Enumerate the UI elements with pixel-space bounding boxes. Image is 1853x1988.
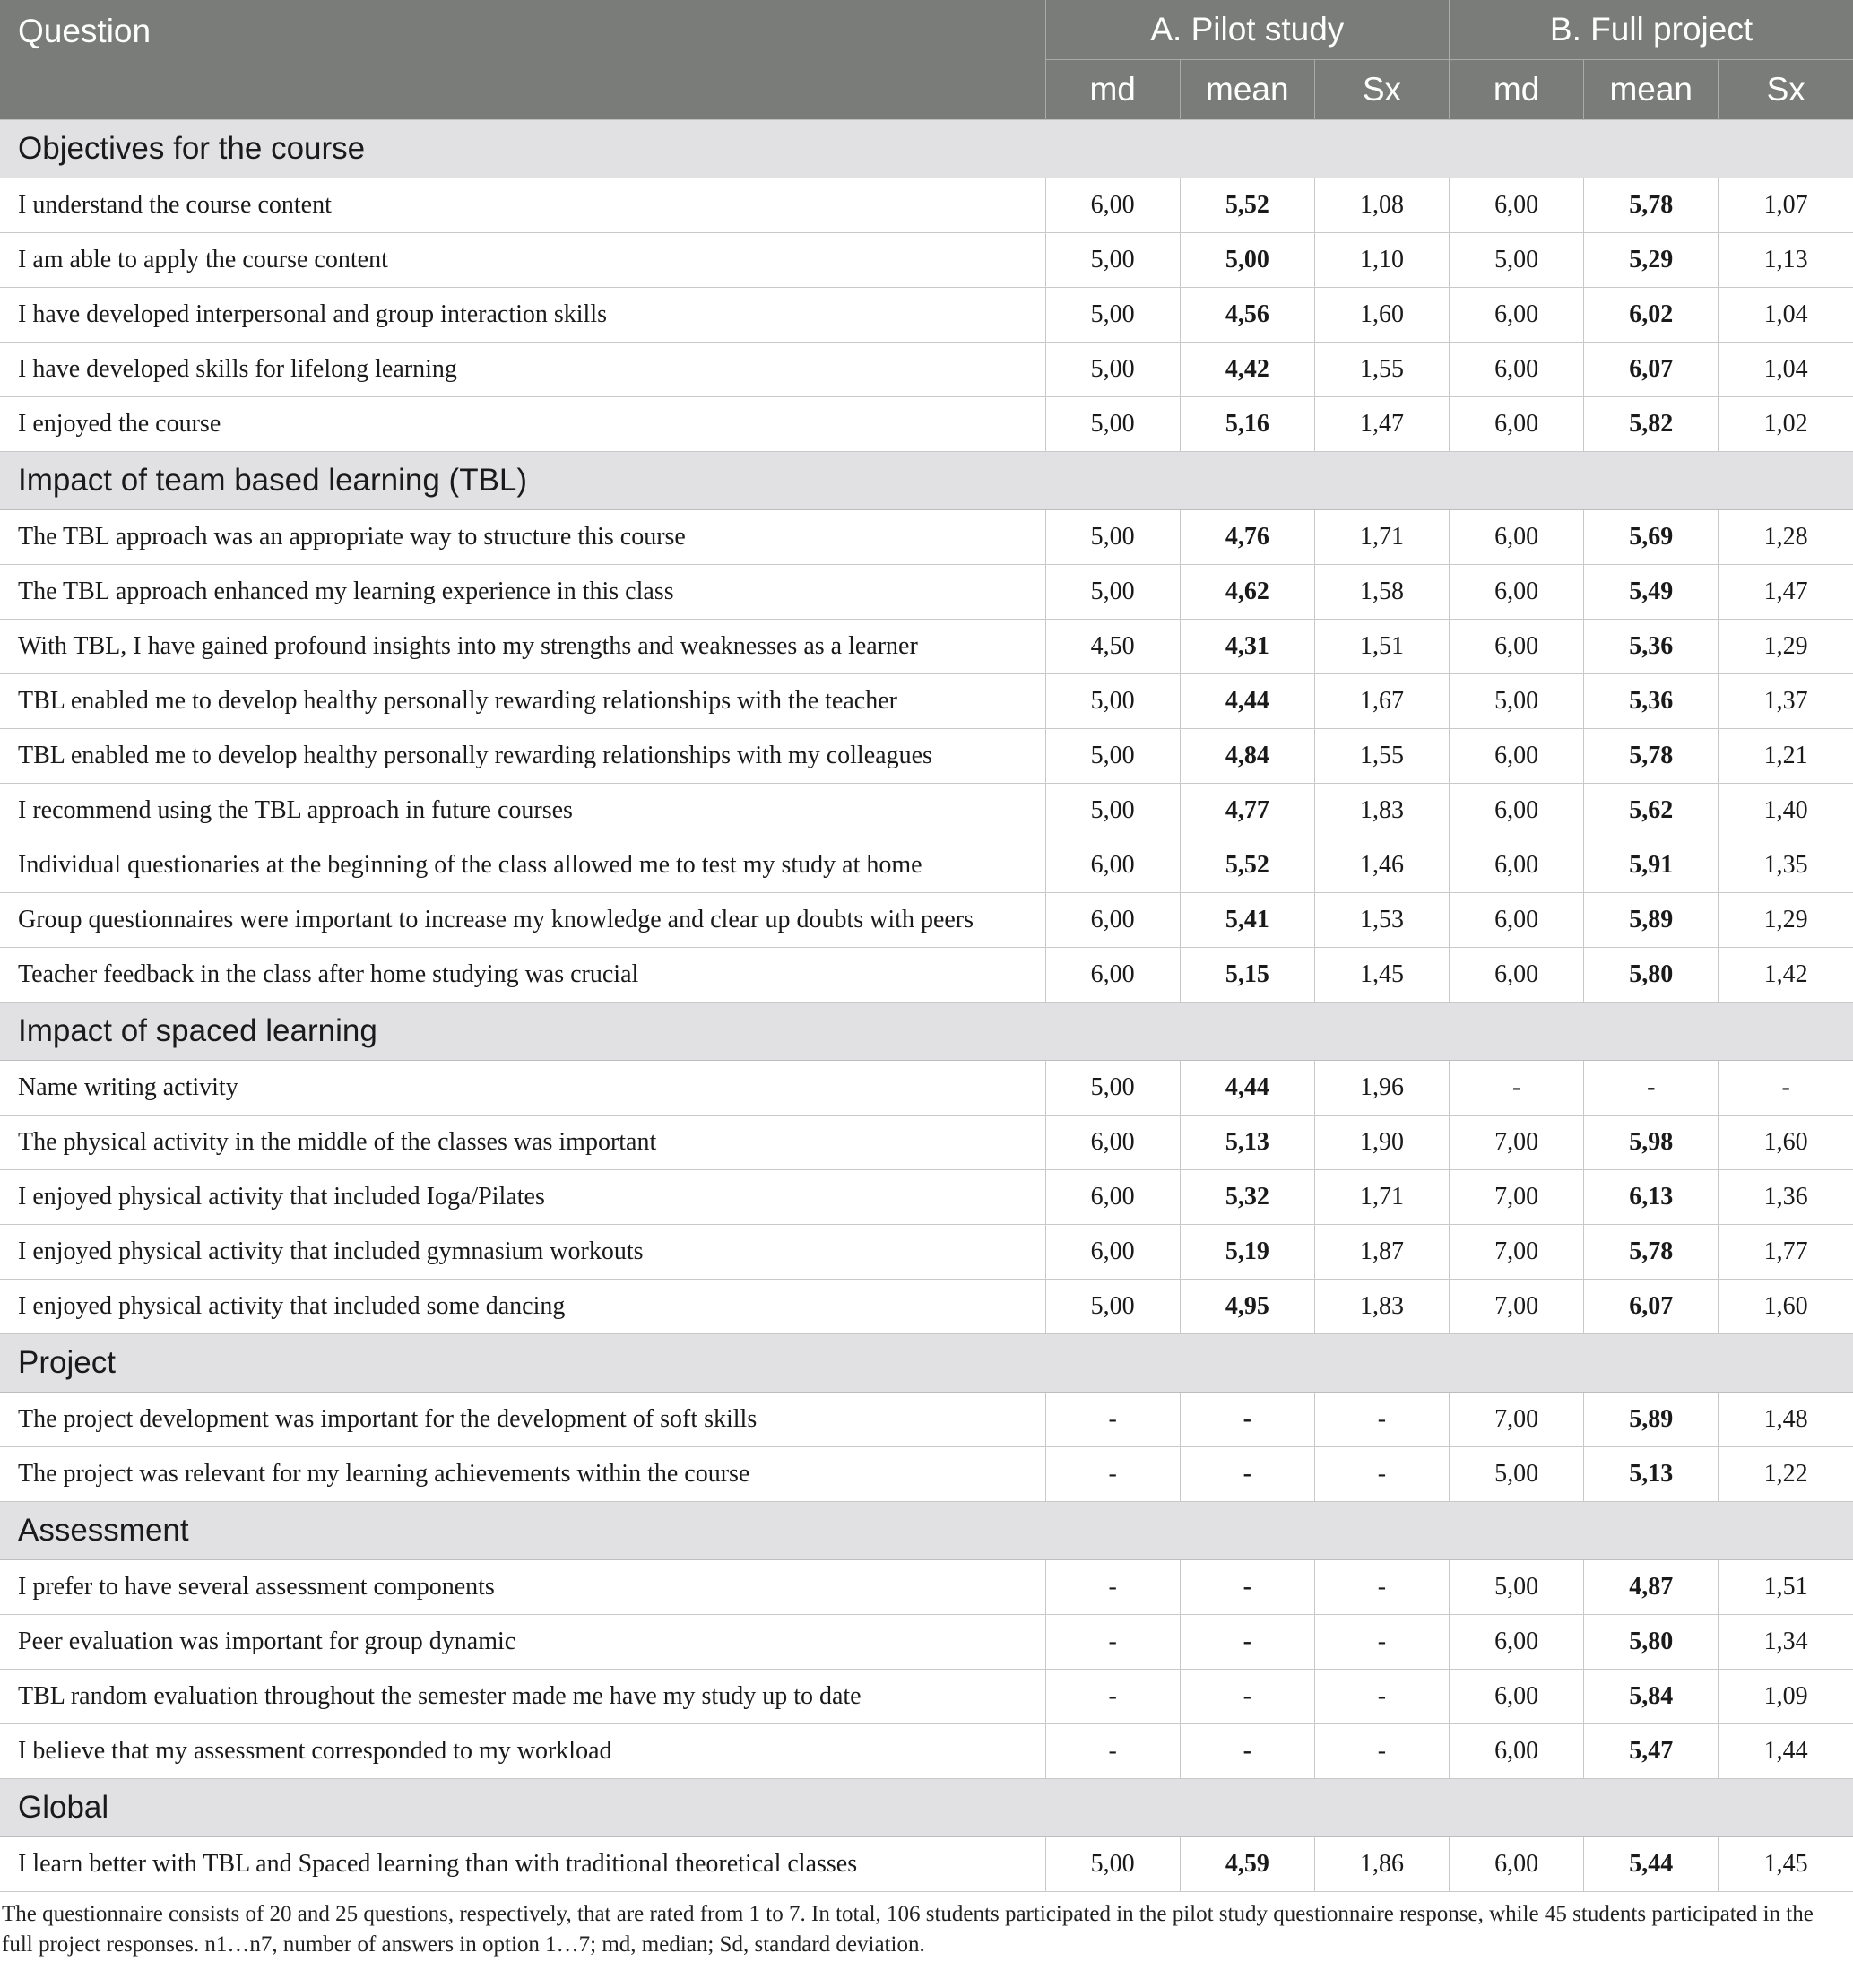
pilot-md-cell: 6,00 <box>1045 1225 1180 1280</box>
table-row <box>0 1670 1853 1724</box>
full-md-cell: 7,00 <box>1450 1225 1584 1280</box>
section-title: Project <box>0 1334 1853 1393</box>
full-sx-header: Sx <box>1719 60 1853 120</box>
full-mean-header: mean <box>1584 60 1719 120</box>
table-row <box>0 1724 1853 1779</box>
full-mean-cell: 5,78 <box>1584 1225 1719 1280</box>
table-row <box>0 343 1853 397</box>
table-row <box>0 510 1853 565</box>
full-mean-cell: 5,69 <box>1584 510 1719 565</box>
pilot-md-cell: 5,00 <box>1045 1837 1180 1892</box>
full-sx-cell: 1,02 <box>1719 397 1853 452</box>
section-title: Impact of team based learning (TBL) <box>0 452 1853 510</box>
pilot-md-cell: 5,00 <box>1045 510 1180 565</box>
table-row <box>0 1225 1853 1280</box>
table-row <box>0 729 1853 784</box>
full-md-cell: 7,00 <box>1450 1116 1584 1170</box>
pilot-md-cell: 6,00 <box>1045 893 1180 948</box>
full-md-cell: 7,00 <box>1450 1393 1584 1447</box>
pilot-sx-cell: 1,60 <box>1314 288 1449 343</box>
pilot-md-cell: 5,00 <box>1045 729 1180 784</box>
full-md-cell: 6,00 <box>1450 948 1584 1003</box>
full-md-cell: 6,00 <box>1450 178 1584 233</box>
table-row <box>0 178 1853 233</box>
pilot-sx-cell: 1,45 <box>1314 948 1449 1003</box>
question-cell: The TBL approach was an appropriate way to structure this course <box>0 510 1045 565</box>
full-sx-cell: 1,40 <box>1719 784 1853 838</box>
full-sx-cell: 1,07 <box>1719 178 1853 233</box>
full-project-group-header: B. Full project <box>1450 0 1853 60</box>
question-cell: TBL enabled me to develop healthy personally rewarding relationships with my colleagues <box>0 729 1045 784</box>
table-row <box>0 838 1853 893</box>
pilot-mean-cell: 5,16 <box>1180 397 1314 452</box>
pilot-md-cell: - <box>1045 1560 1180 1615</box>
question-cell: I enjoyed physical activity that included Ioga/Pilates <box>0 1170 1045 1225</box>
pilot-mean-cell: 5,19 <box>1180 1225 1314 1280</box>
pilot-mean-cell: 5,32 <box>1180 1170 1314 1225</box>
question-cell: With TBL, I have gained profound insights into my strengths and weaknesses as a learner <box>0 620 1045 674</box>
table-row <box>0 1447 1853 1502</box>
full-sx-cell: 1,29 <box>1719 620 1853 674</box>
table-row <box>0 397 1853 452</box>
full-md-cell: 5,00 <box>1450 674 1584 729</box>
pilot-mean-cell: - <box>1180 1560 1314 1615</box>
pilot-sx-cell: 1,47 <box>1314 397 1449 452</box>
table-row <box>0 784 1853 838</box>
question-cell: Teacher feedback in the class after home studying was crucial <box>0 948 1045 1003</box>
pilot-sx-cell: 1,10 <box>1314 233 1449 288</box>
full-md-cell: 6,00 <box>1450 510 1584 565</box>
section-row <box>0 120 1853 178</box>
pilot-md-cell: - <box>1045 1724 1180 1779</box>
pilot-md-cell: 5,00 <box>1045 784 1180 838</box>
full-mean-cell: 5,98 <box>1584 1116 1719 1170</box>
full-sx-cell: 1,04 <box>1719 343 1853 397</box>
pilot-sx-cell: 1,90 <box>1314 1116 1449 1170</box>
pilot-md-header: md <box>1045 60 1180 120</box>
full-md-cell: 6,00 <box>1450 784 1584 838</box>
question-cell: I recommend using the TBL approach in future courses <box>0 784 1045 838</box>
pilot-mean-cell: - <box>1180 1670 1314 1724</box>
pilot-mean-cell: 5,00 <box>1180 233 1314 288</box>
full-sx-cell: 1,28 <box>1719 510 1853 565</box>
table-row <box>0 1116 1853 1170</box>
pilot-mean-cell: - <box>1180 1447 1314 1502</box>
pilot-md-cell: 5,00 <box>1045 397 1180 452</box>
full-md-cell: 6,00 <box>1450 1837 1584 1892</box>
full-mean-cell: 5,80 <box>1584 948 1719 1003</box>
section-row <box>0 1779 1853 1837</box>
table-row <box>0 1837 1853 1892</box>
table-row <box>0 1280 1853 1334</box>
pilot-sx-cell: 1,08 <box>1314 178 1449 233</box>
pilot-md-cell: - <box>1045 1447 1180 1502</box>
full-mean-cell: 5,62 <box>1584 784 1719 838</box>
pilot-mean-cell: - <box>1180 1393 1314 1447</box>
pilot-mean-cell: 4,44 <box>1180 1061 1314 1116</box>
full-md-cell: 6,00 <box>1450 1615 1584 1670</box>
full-sx-cell: 1,44 <box>1719 1724 1853 1779</box>
pilot-mean-cell: 4,62 <box>1180 565 1314 620</box>
section-row <box>0 1003 1853 1061</box>
pilot-mean-cell: 4,77 <box>1180 784 1314 838</box>
full-md-cell: 6,00 <box>1450 288 1584 343</box>
full-mean-cell: 5,82 <box>1584 397 1719 452</box>
full-sx-cell: 1,42 <box>1719 948 1853 1003</box>
full-mean-cell: 5,78 <box>1584 729 1719 784</box>
full-sx-cell: 1,45 <box>1719 1837 1853 1892</box>
question-cell: I enjoyed the course <box>0 397 1045 452</box>
pilot-sx-cell: - <box>1314 1615 1449 1670</box>
pilot-sx-cell: - <box>1314 1560 1449 1615</box>
pilot-mean-cell: 5,52 <box>1180 178 1314 233</box>
pilot-sx-cell: 1,55 <box>1314 729 1449 784</box>
full-mean-cell: 5,44 <box>1584 1837 1719 1892</box>
full-mean-cell: 6,07 <box>1584 343 1719 397</box>
question-cell: I learn better with TBL and Spaced learning than with traditional theoretical classes <box>0 1837 1045 1892</box>
pilot-mean-cell: 4,76 <box>1180 510 1314 565</box>
pilot-mean-cell: 5,52 <box>1180 838 1314 893</box>
pilot-md-cell: 5,00 <box>1045 343 1180 397</box>
full-mean-cell: 5,84 <box>1584 1670 1719 1724</box>
question-cell: TBL enabled me to develop healthy personally rewarding relationships with the teacher <box>0 674 1045 729</box>
full-md-header: md <box>1450 60 1584 120</box>
question-cell: TBL random evaluation throughout the semester made me have my study up to date <box>0 1670 1045 1724</box>
full-mean-cell: 4,87 <box>1584 1560 1719 1615</box>
section-title: Global <box>0 1779 1853 1837</box>
question-cell: I understand the course content <box>0 178 1045 233</box>
table-row <box>0 288 1853 343</box>
full-sx-cell: 1,77 <box>1719 1225 1853 1280</box>
full-sx-cell: 1,60 <box>1719 1116 1853 1170</box>
question-cell: I have developed interpersonal and group interaction skills <box>0 288 1045 343</box>
question-cell: I prefer to have several assessment components <box>0 1560 1045 1615</box>
pilot-md-cell: 5,00 <box>1045 233 1180 288</box>
pilot-md-cell: 6,00 <box>1045 838 1180 893</box>
question-cell: Name writing activity <box>0 1061 1045 1116</box>
pilot-md-cell: 4,50 <box>1045 620 1180 674</box>
full-mean-cell: 5,29 <box>1584 233 1719 288</box>
full-md-cell: 6,00 <box>1450 729 1584 784</box>
pilot-md-cell: 5,00 <box>1045 565 1180 620</box>
section-title: Impact of spaced learning <box>0 1003 1853 1061</box>
pilot-sx-cell: 1,71 <box>1314 510 1449 565</box>
table-row <box>0 565 1853 620</box>
pilot-sx-header: Sx <box>1314 60 1449 120</box>
pilot-md-cell: 6,00 <box>1045 1116 1180 1170</box>
question-cell: I have developed skills for lifelong learning <box>0 343 1045 397</box>
table-row <box>0 1615 1853 1670</box>
table-row <box>0 948 1853 1003</box>
full-sx-cell: 1,21 <box>1719 729 1853 784</box>
question-cell: The TBL approach enhanced my learning experience in this class <box>0 565 1045 620</box>
pilot-mean-cell: - <box>1180 1615 1314 1670</box>
table-row <box>0 1560 1853 1615</box>
pilot-sx-cell: - <box>1314 1447 1449 1502</box>
full-mean-cell: 5,36 <box>1584 620 1719 674</box>
section-row <box>0 1334 1853 1393</box>
full-mean-cell: 6,02 <box>1584 288 1719 343</box>
pilot-sx-cell: - <box>1314 1670 1449 1724</box>
full-md-cell: 6,00 <box>1450 838 1584 893</box>
pilot-md-cell: 5,00 <box>1045 288 1180 343</box>
full-mean-cell: - <box>1584 1061 1719 1116</box>
full-md-cell: 6,00 <box>1450 620 1584 674</box>
question-cell: Individual questionaries at the beginning of the class allowed me to test my study at home <box>0 838 1045 893</box>
pilot-md-cell: 5,00 <box>1045 674 1180 729</box>
full-mean-cell: 6,07 <box>1584 1280 1719 1334</box>
pilot-sx-cell: - <box>1314 1724 1449 1779</box>
pilot-md-cell: 5,00 <box>1045 1280 1180 1334</box>
pilot-mean-cell: 4,84 <box>1180 729 1314 784</box>
table-body <box>0 120 1853 1892</box>
pilot-md-cell: 6,00 <box>1045 178 1180 233</box>
pilot-sx-cell: 1,55 <box>1314 343 1449 397</box>
pilot-mean-header: mean <box>1180 60 1314 120</box>
full-mean-cell: 5,47 <box>1584 1724 1719 1779</box>
full-sx-cell: 1,51 <box>1719 1560 1853 1615</box>
full-md-cell: 6,00 <box>1450 1670 1584 1724</box>
table-row <box>0 893 1853 948</box>
section-row <box>0 452 1853 510</box>
table-row <box>0 233 1853 288</box>
table-row <box>0 620 1853 674</box>
pilot-mean-cell: 4,56 <box>1180 288 1314 343</box>
question-cell: The physical activity in the middle of the classes was important <box>0 1116 1045 1170</box>
full-sx-cell: 1,29 <box>1719 893 1853 948</box>
full-md-cell: 5,00 <box>1450 1447 1584 1502</box>
full-mean-cell: 5,91 <box>1584 838 1719 893</box>
table-row <box>0 674 1853 729</box>
pilot-mean-cell: 4,42 <box>1180 343 1314 397</box>
table-header <box>0 0 1853 120</box>
pilot-sx-cell: 1,83 <box>1314 784 1449 838</box>
pilot-mean-cell: 5,13 <box>1180 1116 1314 1170</box>
full-md-cell: - <box>1450 1061 1584 1116</box>
full-sx-cell: 1,36 <box>1719 1170 1853 1225</box>
pilot-mean-cell: 4,31 <box>1180 620 1314 674</box>
full-mean-cell: 5,89 <box>1584 1393 1719 1447</box>
full-mean-cell: 5,80 <box>1584 1615 1719 1670</box>
full-sx-cell: 1,60 <box>1719 1280 1853 1334</box>
table-row <box>0 1393 1853 1447</box>
full-sx-cell: 1,35 <box>1719 838 1853 893</box>
pilot-md-cell: 6,00 <box>1045 1170 1180 1225</box>
pilot-md-cell: 6,00 <box>1045 948 1180 1003</box>
full-md-cell: 6,00 <box>1450 343 1584 397</box>
full-mean-cell: 5,36 <box>1584 674 1719 729</box>
pilot-sx-cell: 1,86 <box>1314 1837 1449 1892</box>
full-sx-cell: 1,37 <box>1719 674 1853 729</box>
question-column-header: Question <box>0 0 1045 120</box>
section-title: Objectives for the course <box>0 120 1853 178</box>
pilot-sx-cell: 1,87 <box>1314 1225 1449 1280</box>
full-mean-cell: 5,78 <box>1584 178 1719 233</box>
pilot-sx-cell: 1,83 <box>1314 1280 1449 1334</box>
full-mean-cell: 5,13 <box>1584 1447 1719 1502</box>
pilot-sx-cell: 1,96 <box>1314 1061 1449 1116</box>
question-cell: I believe that my assessment corresponded to my workload <box>0 1724 1045 1779</box>
table-row <box>0 1170 1853 1225</box>
section-title: Assessment <box>0 1502 1853 1560</box>
table-row <box>0 1061 1853 1116</box>
question-cell: I enjoyed physical activity that included gymnasium workouts <box>0 1225 1045 1280</box>
full-sx-cell: 1,04 <box>1719 288 1853 343</box>
full-md-cell: 6,00 <box>1450 397 1584 452</box>
full-md-cell: 6,00 <box>1450 1724 1584 1779</box>
section-row <box>0 1502 1853 1560</box>
full-md-cell: 5,00 <box>1450 233 1584 288</box>
question-cell: Peer evaluation was important for group dynamic <box>0 1615 1045 1670</box>
pilot-sx-cell: 1,53 <box>1314 893 1449 948</box>
pilot-mean-cell: - <box>1180 1724 1314 1779</box>
pilot-sx-cell: 1,46 <box>1314 838 1449 893</box>
full-md-cell: 7,00 <box>1450 1280 1584 1334</box>
question-cell: The project development was important for the development of soft skills <box>0 1393 1045 1447</box>
pilot-sx-cell: 1,71 <box>1314 1170 1449 1225</box>
full-md-cell: 7,00 <box>1450 1170 1584 1225</box>
full-sx-cell: 1,22 <box>1719 1447 1853 1502</box>
full-mean-cell: 5,49 <box>1584 565 1719 620</box>
pilot-mean-cell: 5,15 <box>1180 948 1314 1003</box>
pilot-sx-cell: 1,67 <box>1314 674 1449 729</box>
pilot-mean-cell: 4,95 <box>1180 1280 1314 1334</box>
full-sx-cell: 1,13 <box>1719 233 1853 288</box>
pilot-md-cell: 5,00 <box>1045 1061 1180 1116</box>
pilot-sx-cell: 1,51 <box>1314 620 1449 674</box>
pilot-mean-cell: 5,41 <box>1180 893 1314 948</box>
full-mean-cell: 6,13 <box>1584 1170 1719 1225</box>
question-cell: I am able to apply the course content <box>0 233 1045 288</box>
question-cell: Group questionnaires were important to increase my knowledge and clear up doubts with peers <box>0 893 1045 948</box>
full-md-cell: 5,00 <box>1450 1560 1584 1615</box>
full-sx-cell: - <box>1719 1061 1853 1116</box>
full-md-cell: 6,00 <box>1450 893 1584 948</box>
pilot-sx-cell: - <box>1314 1393 1449 1447</box>
full-sx-cell: 1,34 <box>1719 1615 1853 1670</box>
pilot-md-cell: - <box>1045 1670 1180 1724</box>
full-sx-cell: 1,47 <box>1719 565 1853 620</box>
question-cell: The project was relevant for my learning achievements within the course <box>0 1447 1045 1502</box>
pilot-sx-cell: 1,58 <box>1314 565 1449 620</box>
pilot-md-cell: - <box>1045 1393 1180 1447</box>
full-sx-cell: 1,09 <box>1719 1670 1853 1724</box>
pilot-mean-cell: 4,59 <box>1180 1837 1314 1892</box>
table-footnote: The questionnaire consists of 20 and 25 questions, respectively, that are rated from 1 to 7. In total, 106 students participated in the pilot study questionnaire response, while 45 students participated in the full project responses. n1…n7, number of answers in option 1…7; md, median; Sd, standard deviation. <box>2 1902 1814 1957</box>
full-md-cell: 6,00 <box>1450 565 1584 620</box>
pilot-mean-cell: 4,44 <box>1180 674 1314 729</box>
question-cell: I enjoyed physical activity that included some dancing <box>0 1280 1045 1334</box>
pilot-md-cell: - <box>1045 1615 1180 1670</box>
full-mean-cell: 5,89 <box>1584 893 1719 948</box>
pilot-study-group-header: A. Pilot study <box>1045 0 1449 60</box>
full-sx-cell: 1,48 <box>1719 1393 1853 1447</box>
